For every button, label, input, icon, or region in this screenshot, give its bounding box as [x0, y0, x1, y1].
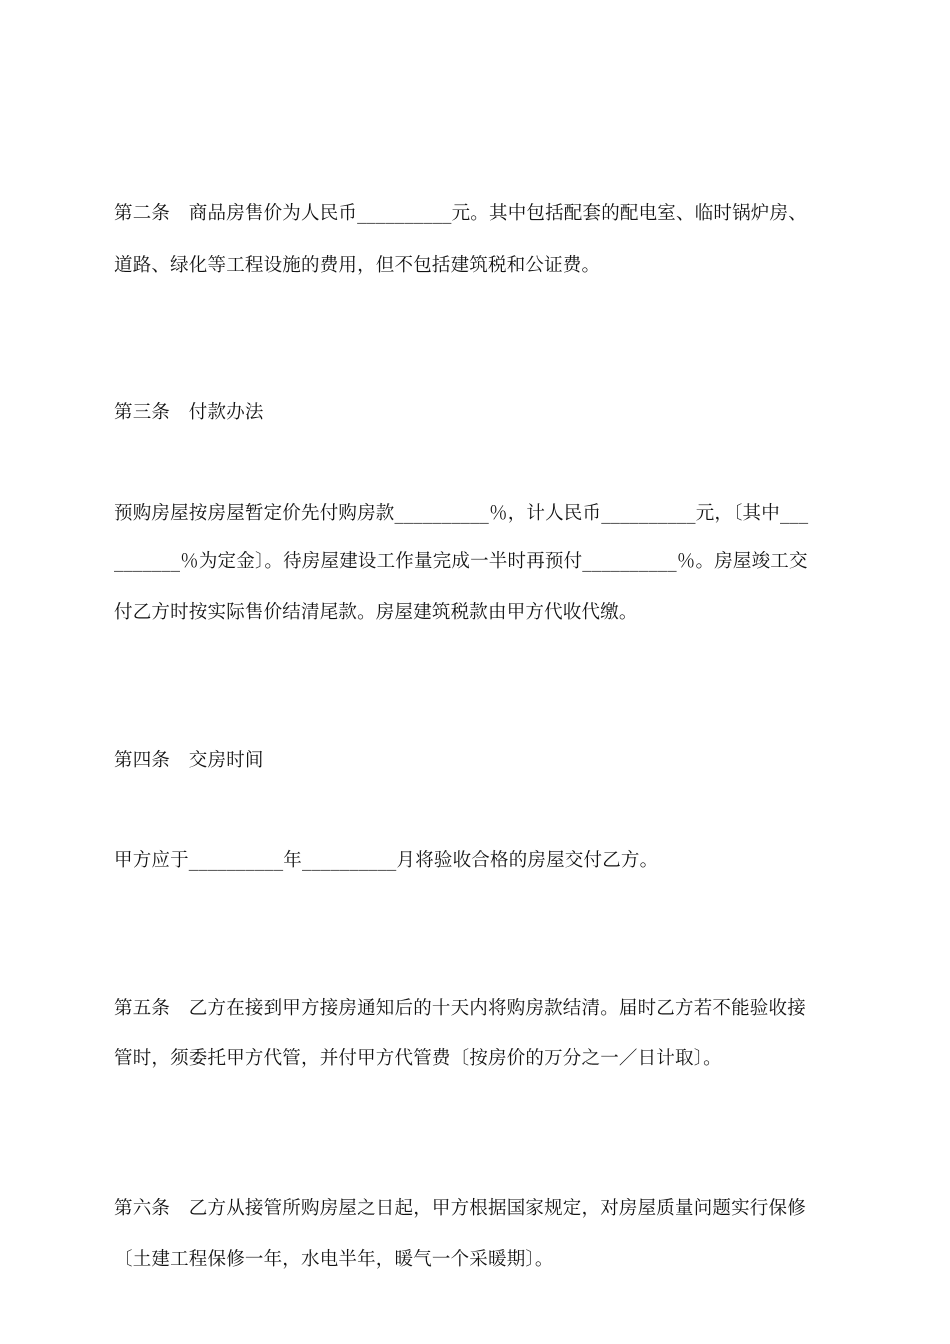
article-3-heading: 第三条 付款办法 [114, 402, 264, 423]
article-3-line-3: 付乙方时按实际售价结清尾款。房屋建筑税款由甲方代收代缴。 [114, 602, 638, 623]
article-4-heading: 第四条 交房时间 [114, 750, 264, 771]
article-5-line-1: 第五条 乙方在接到甲方接房通知后的十天内将购房款结清。届时乙方若不能验收接 [114, 998, 806, 1019]
article-4-line-1: 甲方应于__________年__________月将验收合格的房屋交付乙方。 [114, 850, 659, 871]
article-3-line-1: 预购房屋按房屋暂定价先付购房款__________％，计人民币__________元，〔其中___ [114, 503, 809, 524]
article-6-line-1: 第六条 乙方从接管所购房屋之日起，甲方根据国家规定，对房屋质量问题实行保修 [114, 1198, 806, 1219]
article-5-line-2: 管时，须委托甲方代管，并付甲方代管费〔按房价的万分之一／日计取〕。 [114, 1048, 722, 1069]
article-6-line-2: 〔土建工程保修一年，水电半年，暖气一个采暖期〕。 [114, 1249, 554, 1270]
article-2-line-1: 第二条 商品房售价为人民币__________元。其中包括配套的配电室、临时锅炉房、 [114, 203, 807, 224]
article-2-line-2: 道路、绿化等工程设施的费用，但不包括建筑税和公证费。 [114, 255, 601, 276]
article-3-line-2: _______％为定金〕。待房屋建设工作量完成一半时再预付__________％。房屋竣工交 [114, 551, 808, 572]
